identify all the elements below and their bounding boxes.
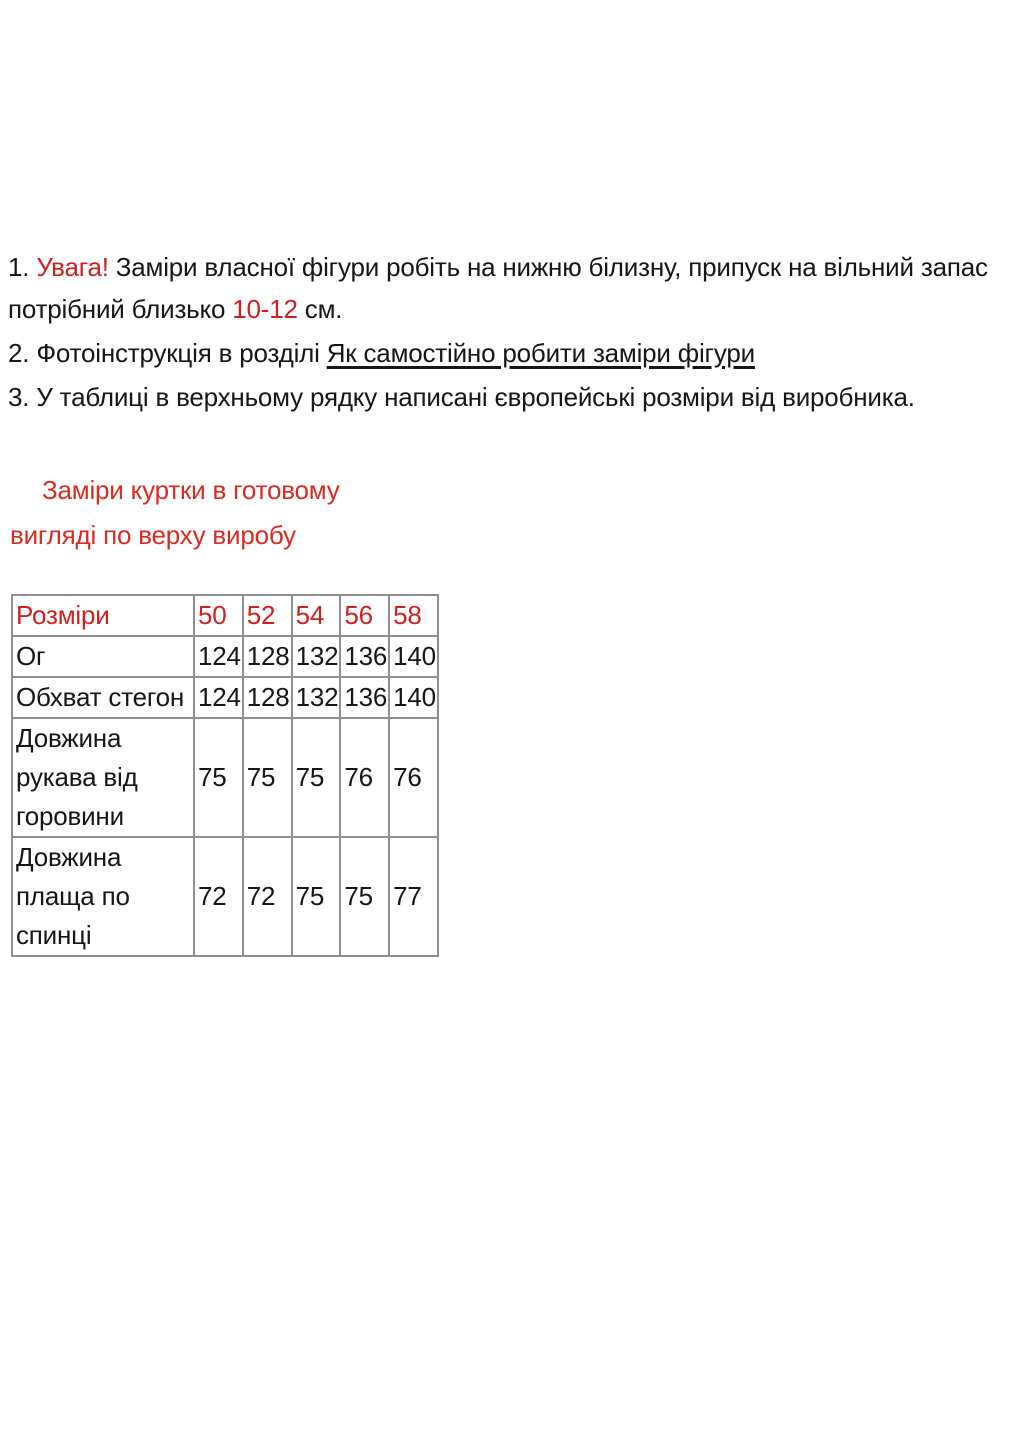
table-row-hips bbox=[12, 677, 438, 718]
cell-value: 76 bbox=[340, 718, 389, 837]
size-col-50: 50 bbox=[194, 595, 243, 636]
size-table-header-row bbox=[12, 595, 438, 636]
cell-value: 124 bbox=[194, 677, 243, 718]
cell-value: 75 bbox=[243, 718, 292, 837]
note-1-highlight: 10-12 bbox=[232, 294, 298, 324]
table-row-back-length bbox=[12, 837, 438, 956]
size-col-52: 52 bbox=[243, 595, 292, 636]
note-item-3 bbox=[8, 376, 1020, 418]
size-col-54: 54 bbox=[292, 595, 341, 636]
note-item-1 bbox=[8, 246, 1020, 330]
table-row-chest bbox=[12, 636, 438, 677]
note-1-text-b: см. bbox=[297, 294, 343, 324]
cell-value: 72 bbox=[194, 837, 243, 956]
cell-value: 132 bbox=[292, 636, 341, 677]
note-item-2 bbox=[8, 332, 1020, 374]
size-table-header-label: Розміри bbox=[12, 595, 194, 636]
section-heading-line2: вигляді по верху виробу bbox=[10, 520, 296, 550]
table-row-sleeve-length bbox=[12, 718, 438, 837]
row-label: Ог bbox=[12, 636, 194, 677]
row-label: Довжина плаща по спинці bbox=[12, 837, 194, 956]
size-col-58: 58 bbox=[389, 595, 438, 636]
cell-value: 128 bbox=[243, 677, 292, 718]
cell-value: 75 bbox=[292, 718, 341, 837]
note-2-text: Фотоінструкція в розділі bbox=[36, 338, 327, 368]
notes-list bbox=[8, 246, 1020, 418]
note-3-text: У таблиці в верхньому рядку написані європейські розміри від виробника. bbox=[36, 382, 915, 412]
row-label: Обхват стегон bbox=[12, 677, 194, 718]
cell-value: 140 bbox=[389, 636, 438, 677]
cell-value: 77 bbox=[389, 837, 438, 956]
note-3-number: 3. bbox=[8, 382, 37, 412]
measuring-instructions-link[interactable]: Як самостійно робити заміри фігури bbox=[326, 338, 755, 368]
cell-value: 72 bbox=[243, 837, 292, 956]
section-heading bbox=[8, 468, 1025, 558]
cell-value: 75 bbox=[340, 837, 389, 956]
cell-value: 136 bbox=[340, 636, 389, 677]
cell-value: 136 bbox=[340, 677, 389, 718]
size-table bbox=[11, 594, 439, 957]
section-heading-line1: Заміри куртки в готовому bbox=[42, 475, 340, 505]
cell-value: 140 bbox=[389, 677, 438, 718]
cell-value: 76 bbox=[389, 718, 438, 837]
cell-value: 75 bbox=[194, 718, 243, 837]
cell-value: 75 bbox=[292, 837, 341, 956]
note-1-warning: Увага! bbox=[36, 252, 109, 282]
note-1-number: 1. bbox=[8, 252, 37, 282]
note-2-number: 2. bbox=[8, 338, 37, 368]
cell-value: 128 bbox=[243, 636, 292, 677]
note-1-text-a: Заміри власної фігури робіть на нижню білизну, припуск на вільний запас потрібний близько bbox=[8, 252, 988, 324]
size-col-56: 56 bbox=[340, 595, 389, 636]
cell-value: 124 bbox=[194, 636, 243, 677]
row-label: Довжина рукава від горовини bbox=[12, 718, 194, 837]
cell-value: 132 bbox=[292, 677, 341, 718]
